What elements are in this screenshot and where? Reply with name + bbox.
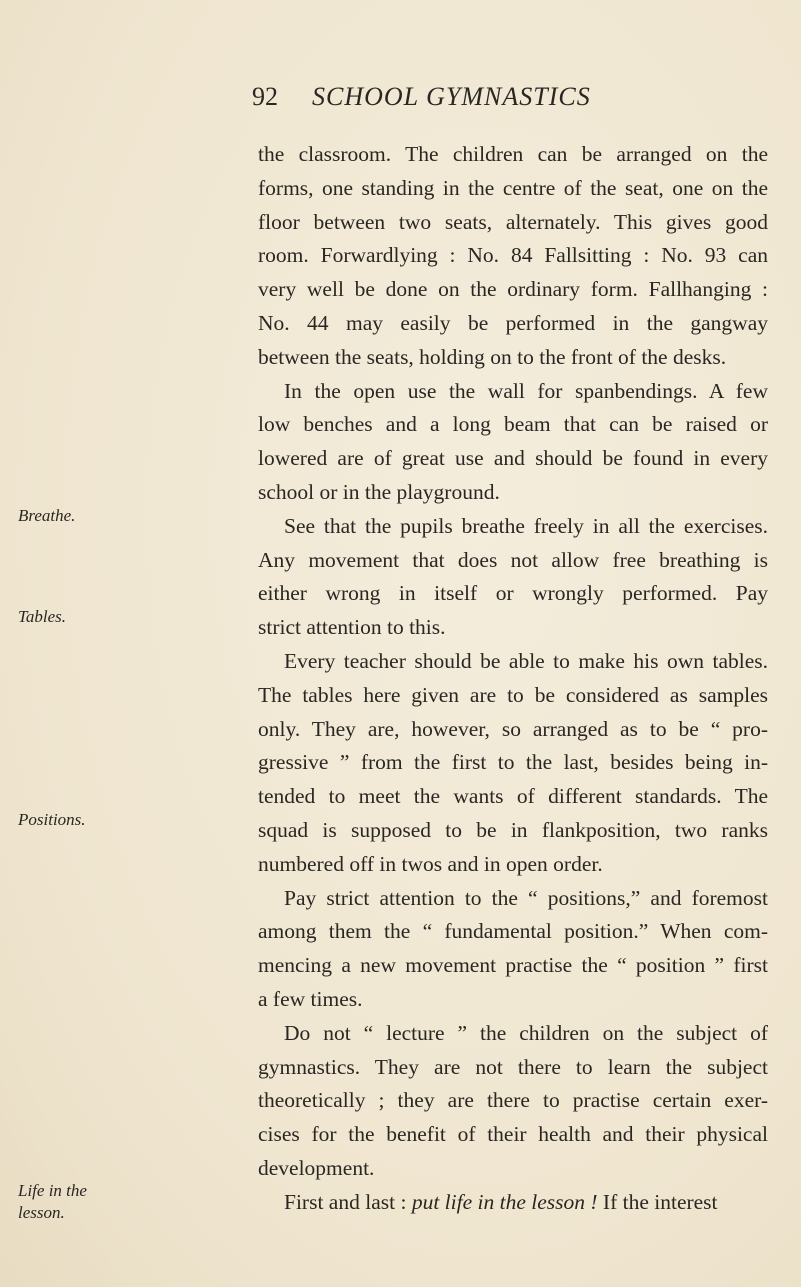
text-line: Pay strict attention to the “ positions,” and foremost bbox=[284, 885, 768, 910]
margin-note-positions: Positions. bbox=[18, 810, 86, 829]
page-header bbox=[0, 82, 801, 122]
text-line: between the seats, holding on to the front of the desks. bbox=[258, 344, 727, 369]
text-line: only. They are, however, so arranged as to be “ pro- bbox=[258, 716, 768, 741]
text-line: either wrong in itself or wrongly performed. Pay bbox=[258, 581, 768, 606]
text-line: very well be done on the ordinary form. Fallhanging : bbox=[258, 277, 768, 302]
running-title: SCHOOL GYMNASTICS bbox=[312, 82, 591, 111]
text-line: See that the pupils breathe freely in all the exercises. bbox=[284, 513, 768, 538]
text-line: Do not “ lecture ” the children on the subject of bbox=[284, 1020, 768, 1045]
text-line: In the open use the wall for spanbendings. A few bbox=[284, 378, 768, 403]
text-line: theoretically ; they are there to practise certain exer- bbox=[258, 1088, 768, 1113]
text-line: tended to meet the wants of different standards. The bbox=[258, 784, 768, 809]
margin-note-life-in-the: Life in the bbox=[18, 1181, 87, 1200]
text-line: strict attention to this. bbox=[258, 615, 446, 640]
text-line: gymnastics. They are not there to learn the subject bbox=[258, 1054, 768, 1079]
text-line: The tables here given are to be considered as samples bbox=[258, 682, 768, 707]
text-line: floor between two seats, alternately. This gives good bbox=[258, 209, 768, 234]
margin-note-lesson: lesson. bbox=[18, 1203, 65, 1222]
text-line: low benches and a long beam that can be raised or bbox=[258, 412, 768, 437]
text-line: numbered off in twos and in open order. bbox=[258, 851, 603, 876]
text-line: room. Forwardlying : No. 84 Fallsitting : No. 93 can bbox=[258, 243, 768, 268]
text-line: the classroom. The children can be arranged on the bbox=[258, 142, 768, 166]
text-line: among them the “ fundamental position.” When com- bbox=[258, 919, 768, 944]
text-line: No. 44 may easily be performed in the gangway bbox=[258, 310, 768, 335]
text-fragment: If the interest bbox=[602, 1189, 718, 1214]
text-line: cises for the benefit of their health and their physical bbox=[258, 1122, 768, 1147]
page-number: 92 bbox=[252, 82, 278, 111]
margin-note-breathe: Breathe. bbox=[18, 506, 76, 525]
text-line: squad is supposed to be in flankposition, two ranks bbox=[258, 817, 768, 842]
text-line: mencing a new movement practise the “ position ” first bbox=[258, 953, 768, 978]
text-line-last bbox=[258, 1186, 768, 1220]
text-line: development. bbox=[258, 1155, 375, 1180]
text-line: a few times. bbox=[258, 986, 363, 1011]
text-line: Every teacher should be able to make his own tables. bbox=[284, 648, 768, 673]
body-text bbox=[258, 138, 768, 1220]
text-line: forms, one standing in the centre of the seat, one on the bbox=[258, 175, 768, 200]
text-fragment: First and last : bbox=[284, 1189, 407, 1214]
emphasis-text: put life in the lesson ! bbox=[411, 1189, 598, 1214]
text-line: lowered are of great use and should be found in every bbox=[258, 446, 768, 471]
text-line: Any movement that does not allow free breathing is bbox=[258, 547, 768, 572]
margin-note-tables: Tables. bbox=[18, 607, 67, 626]
text-line: gressive ” from the first to the last, besides being in- bbox=[258, 750, 768, 775]
text-line: school or in the playground. bbox=[258, 479, 500, 504]
